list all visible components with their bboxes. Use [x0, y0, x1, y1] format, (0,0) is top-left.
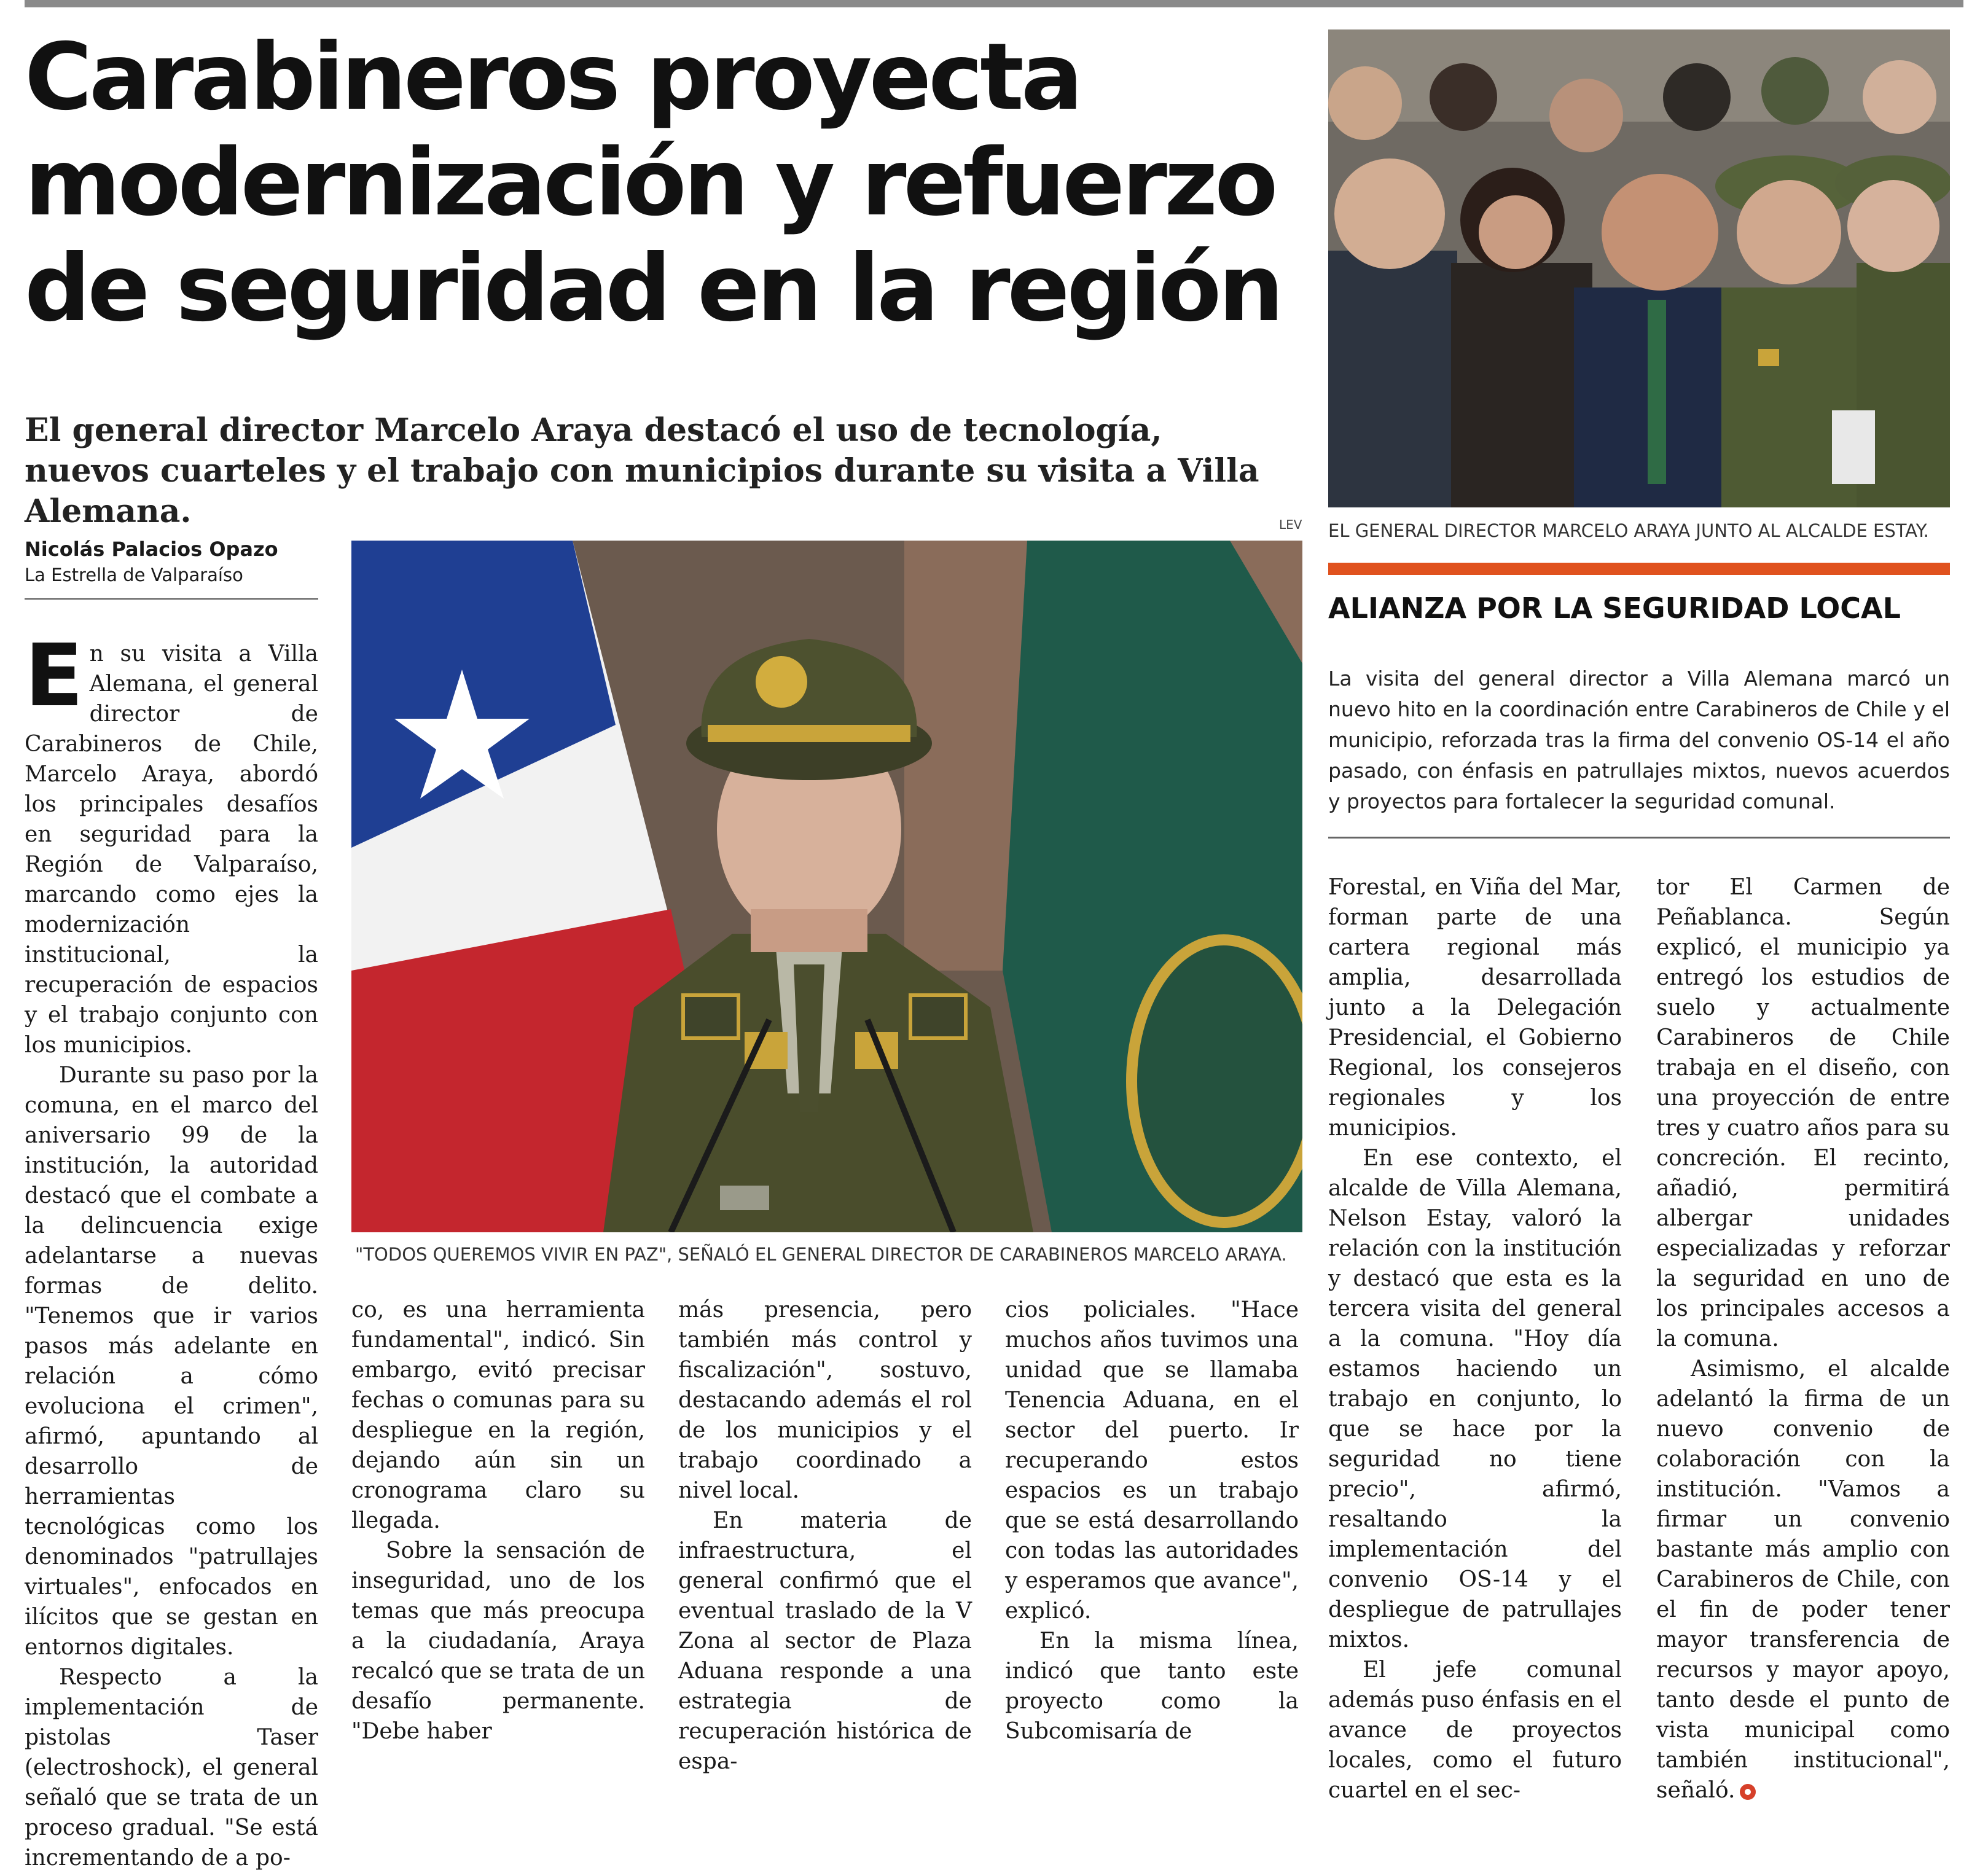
article-column-2 — [351, 1295, 645, 1746]
article-paragraph: En la misma línea, indicó que tanto este proyecto como la Subcomisaría de — [1005, 1629, 1299, 1744]
byline — [25, 536, 318, 600]
article-column-5 — [1328, 872, 1622, 1805]
headline — [25, 25, 1315, 342]
article-paragraph: tor El Carmen de Peñablanca. Según explicó, el municipio ya entregó los estudios de suelo y actualmente Carabineros de Chile trabaja en el diseño, con una proyección de entre tres y cuatro años para su concreción. El recinto, añadió, permitirá albergar unidades especializadas y reforzar la seguridad en uno de los principales accesos a la comuna. — [1656, 875, 1950, 1351]
general-director-photo — [351, 541, 1302, 1232]
article-paragraph: El jefe comunal además puso énfasis en el avance de proyectos locales, como el futuro cuartel en el sec- — [1328, 1657, 1622, 1803]
sidebar-title: ALIANZA POR LA SEGURIDAD LOCAL — [1328, 592, 1901, 625]
headline-line-2: modernización y refuerzo — [25, 130, 1275, 237]
top-rule — [25, 0, 1963, 7]
article-column-6 — [1656, 872, 1950, 1805]
article-paragraph: Respecto a la implementación de pistolas Taser (electroshock), el general señaló que se trata de un proceso gradual. "Se está incrementando de a po- — [25, 1665, 318, 1871]
article-column-3 — [678, 1295, 972, 1777]
article-paragraph: Asimismo, el alcalde adelantó la firma de un nuevo convenio de colaboración con la institución. "Vamos a firmar un convenio bastante más amplio con Carabineros de Chile, con el fin de poder tener mayor transferencia de recursos y mayor apoyo, tanto desde el punto de vista municipal como también institucional", señaló. — [1656, 1356, 1950, 1803]
article-paragraph: más presencia, pero también más control y fiscalización", sostuvo, destacando además el rol de los municipios y el trabajo coordinado a nivel local. — [678, 1297, 972, 1503]
article-paragraph: En su visita a Villa Alemana, el general director de Carabineros de Chile, Marcelo Araya, abordó los principales desafíos en seguridad para la Región de Valparaíso, marcando como ejes la modernización institucional, la recuperación de espacios y el trabajo conjunto con los municipios. — [25, 626, 318, 1058]
sidebar-accent-bar — [1328, 563, 1950, 575]
drop-cap: E — [25, 626, 84, 726]
article-column-1 — [25, 626, 318, 1873]
article-paragraph: cios policiales. "Hace muchos años tuvimos una unidad que se llamaba Tenencia Aduana, en el sector del puerto. Ir recuperando estos espacios es un trabajo que se está desarrollando con todas las autoridades y esperamos que avance", explicó. — [1005, 1297, 1299, 1624]
headline-line-1: Carabineros proyecta — [25, 24, 1081, 131]
article-paragraph: Sobre la sensación de inseguridad, uno de los temas que más preocupa a la ciudadanía, Araya recalcó que se trata de un desafío permanente. "Debe haber — [351, 1538, 645, 1744]
headline-line-3: de seguridad en la región — [25, 235, 1282, 342]
article-paragraph: En materia de infraestructura, el general confirmó que el eventual traslado de la V Zona al sector de Plaza Aduana responde a una estrategia de recuperación histórica de espa- — [678, 1508, 972, 1774]
article-paragraph: Durante su paso por la comuna, en el marco del aniversario 99 de la institución, la autoridad destacó que el combate a la delincuencia exige adelantarse a nuevas formas de delito. "Tenemos que ir varios pasos más adelante en relación a cómo evoluciona el crimen", afirmó, apuntando al desarrollo de herramientas tecnológicas como los denominados "patrullajes virtuales", enfocados en ilícitos que se gestan en entornos digitales. — [25, 1063, 318, 1660]
officials-photo-caption: EL GENERAL DIRECTOR MARCELO ARAYA JUNTO AL ALCALDE ESTAY. — [1328, 520, 1929, 541]
officials-photo — [1328, 29, 1950, 507]
outlet-name: La Estrella de Valparaíso — [25, 565, 243, 585]
end-of-article-icon — [1740, 1784, 1756, 1800]
article-paragraph: En ese contexto, el alcalde de Villa Alemana, Nelson Estay, valoró la relación con la institución y destacó que esta es la tercera visita del general a la comuna. "Hoy día estamos haciendo un trabajo en conjunto, lo que se hace por la seguridad no tiene precio", afirmó, resaltando la implementación del convenio OS-14 y el despliegue de patrullajes mixtos. — [1328, 1146, 1622, 1652]
article-paragraph: Forestal, en Viña del Mar, forman parte de una cartera regional más amplia, desarrollada junto a la Delegación Presidencial, el Gobierno Regional, los consejeros regionales y los municipios. — [1328, 875, 1622, 1141]
general-director-photo-caption: "TODOS QUEREMOS VIVIR EN PAZ", SEÑALÓ EL GENERAL DIRECTOR DE CARABINEROS MARCELO ARAYA. — [355, 1244, 1287, 1265]
photo-credit: LEV — [1279, 517, 1302, 532]
sidebar-body: La visita del general director a Villa Alemana marcó un nuevo hito en la coordinación entre Carabineros de Chile y el municipio, reforzada tras la firma del convenio OS-14 el año pasado, con énfasis en patrullajes mixtos, nuevos acuerdos y proyectos para fortalecer la seguridad comunal. — [1328, 667, 1950, 813]
article-paragraph: co, es una herramienta fundamental", indicó. Sin embargo, evitó precisar fechas o comunas para su despliegue en la región, dejando aún sin un cronograma claro su llegada. — [351, 1297, 645, 1533]
sidebar-bottom-rule — [1328, 837, 1950, 839]
author-name: Nicolás Palacios Opazo — [25, 538, 278, 561]
article-column-4 — [1005, 1295, 1299, 1746]
subheadline: El general director Marcelo Araya destacó el uso de tecnología, nuevos cuarteles y el trabajo con municipios durante su visita a Villa Alemana. — [25, 412, 1259, 530]
